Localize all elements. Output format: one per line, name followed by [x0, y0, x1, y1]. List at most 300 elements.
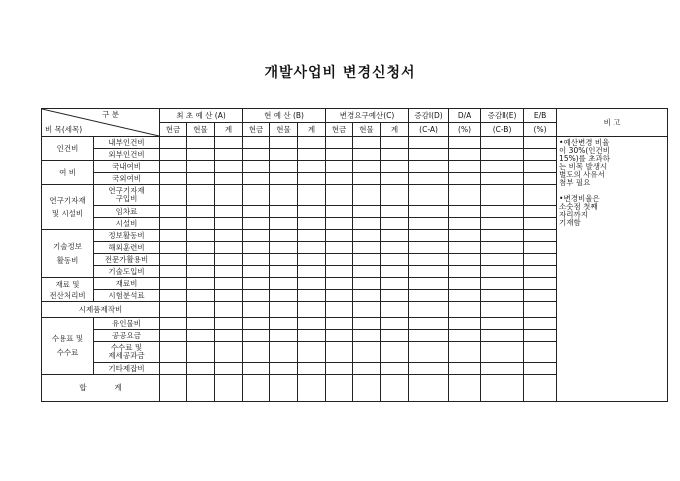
- input-cell[interactable]: [270, 330, 298, 342]
- input-cell[interactable]: [524, 342, 557, 363]
- input-cell[interactable]: [270, 230, 298, 242]
- input-cell[interactable]: [160, 302, 187, 318]
- input-cell[interactable]: [409, 318, 449, 330]
- input-cell[interactable]: [326, 137, 353, 149]
- input-cell[interactable]: [270, 185, 298, 206]
- input-cell[interactable]: [326, 173, 353, 185]
- input-cell[interactable]: [409, 206, 449, 218]
- input-cell[interactable]: [215, 254, 243, 266]
- input-cell[interactable]: [353, 137, 381, 149]
- input-cell[interactable]: [381, 278, 409, 290]
- input-cell[interactable]: [481, 230, 524, 242]
- input-cell[interactable]: [243, 266, 270, 278]
- input-cell[interactable]: [243, 173, 270, 185]
- input-cell[interactable]: [353, 266, 381, 278]
- input-cell[interactable]: [409, 375, 449, 402]
- input-cell[interactable]: [326, 302, 353, 318]
- input-cell[interactable]: [187, 185, 215, 206]
- input-cell[interactable]: [270, 266, 298, 278]
- input-cell[interactable]: [326, 161, 353, 173]
- input-cell[interactable]: [524, 173, 557, 185]
- category-equipment: 연구기자재 및 시설비: [42, 185, 94, 230]
- input-cell[interactable]: [524, 330, 557, 342]
- input-cell[interactable]: [449, 173, 481, 185]
- input-cell[interactable]: [481, 206, 524, 218]
- header-remarks: 비 고: [557, 109, 668, 137]
- input-cell[interactable]: [481, 290, 524, 302]
- input-cell[interactable]: [381, 363, 409, 375]
- input-cell[interactable]: [298, 266, 326, 278]
- item-expert-utilization: 전문가활용비: [94, 254, 160, 266]
- input-cell[interactable]: [270, 173, 298, 185]
- header-sum: 계: [381, 123, 409, 137]
- input-cell[interactable]: [449, 278, 481, 290]
- item-domestic-travel: 국내여비: [94, 161, 160, 173]
- input-cell[interactable]: [524, 218, 557, 230]
- input-cell[interactable]: [449, 149, 481, 161]
- item-commission: 수수료 및 제세공과금: [94, 342, 160, 363]
- header-change-request: 변경요구예산(C): [326, 109, 409, 123]
- input-cell[interactable]: [381, 242, 409, 254]
- header-diff2: 증감Ⅱ(E): [481, 109, 524, 123]
- input-cell[interactable]: [353, 254, 381, 266]
- item-overseas-training: 해외훈련비: [94, 242, 160, 254]
- input-cell[interactable]: [409, 218, 449, 230]
- input-cell[interactable]: [409, 278, 449, 290]
- item-overseas-travel: 국외여비: [94, 173, 160, 185]
- input-cell[interactable]: [481, 302, 524, 318]
- input-cell[interactable]: [409, 161, 449, 173]
- input-cell[interactable]: [270, 363, 298, 375]
- input-cell[interactable]: [160, 342, 187, 363]
- input-cell[interactable]: [481, 342, 524, 363]
- input-cell[interactable]: [449, 161, 481, 173]
- item-misc: 기타제잡비: [94, 363, 160, 375]
- input-cell[interactable]: [160, 173, 187, 185]
- input-cell[interactable]: [326, 206, 353, 218]
- header-cash: 현금: [243, 123, 270, 137]
- input-cell[interactable]: [270, 318, 298, 330]
- input-cell[interactable]: [449, 137, 481, 149]
- header-eb-unit: (%): [524, 123, 557, 137]
- input-cell[interactable]: [381, 149, 409, 161]
- input-cell[interactable]: [353, 218, 381, 230]
- header-eb: E/B: [524, 109, 557, 123]
- input-cell[interactable]: [409, 230, 449, 242]
- input-cell[interactable]: [381, 230, 409, 242]
- input-cell[interactable]: [298, 330, 326, 342]
- input-cell[interactable]: [481, 318, 524, 330]
- input-cell[interactable]: [215, 161, 243, 173]
- input-cell[interactable]: [381, 173, 409, 185]
- input-cell[interactable]: [243, 242, 270, 254]
- input-cell[interactable]: [160, 218, 187, 230]
- input-cell[interactable]: [187, 218, 215, 230]
- total-label-1: 합: [79, 383, 87, 392]
- input-cell[interactable]: [160, 230, 187, 242]
- input-cell[interactable]: [187, 137, 215, 149]
- input-cell[interactable]: [187, 318, 215, 330]
- input-cell[interactable]: [353, 342, 381, 363]
- input-cell[interactable]: [187, 230, 215, 242]
- header-diff1-formula: (C-A): [409, 123, 449, 137]
- item-info-activity: 정보활동비: [94, 230, 160, 242]
- item-facility: 시설비: [94, 218, 160, 230]
- input-cell[interactable]: [381, 137, 409, 149]
- input-cell[interactable]: [298, 242, 326, 254]
- input-cell[interactable]: [215, 342, 243, 363]
- input-cell[interactable]: [270, 218, 298, 230]
- input-cell[interactable]: [243, 149, 270, 161]
- total-label-2: 계: [114, 383, 122, 392]
- input-cell[interactable]: [270, 302, 298, 318]
- input-cell[interactable]: [243, 302, 270, 318]
- input-cell[interactable]: [481, 161, 524, 173]
- input-cell[interactable]: [481, 375, 524, 402]
- input-cell[interactable]: [243, 254, 270, 266]
- category-travel: 여 비: [42, 161, 94, 185]
- input-cell[interactable]: [449, 318, 481, 330]
- input-cell[interactable]: [326, 254, 353, 266]
- input-cell[interactable]: [524, 302, 557, 318]
- input-cell[interactable]: [524, 185, 557, 206]
- input-cell[interactable]: [524, 375, 557, 402]
- input-cell[interactable]: [524, 363, 557, 375]
- input-cell[interactable]: [353, 290, 381, 302]
- input-cell[interactable]: [298, 149, 326, 161]
- input-cell[interactable]: [481, 242, 524, 254]
- input-cell[interactable]: [298, 218, 326, 230]
- input-cell[interactable]: [215, 375, 243, 402]
- input-cell[interactable]: [381, 290, 409, 302]
- input-cell[interactable]: [270, 342, 298, 363]
- header-cash: 현금: [160, 123, 187, 137]
- category-tech-info: 기술정보 활동비: [42, 230, 94, 278]
- input-cell[interactable]: [243, 161, 270, 173]
- input-cell[interactable]: [353, 302, 381, 318]
- input-cell[interactable]: [381, 318, 409, 330]
- header-da-unit: (%): [449, 123, 481, 137]
- input-cell[interactable]: [243, 185, 270, 206]
- header-sum: 계: [215, 123, 243, 137]
- input-cell[interactable]: [298, 302, 326, 318]
- header-current-budget: 현 예 산 (B): [243, 109, 326, 123]
- input-cell[interactable]: [524, 206, 557, 218]
- input-cell[interactable]: [187, 206, 215, 218]
- header-sum: 계: [298, 123, 326, 137]
- input-cell[interactable]: [449, 185, 481, 206]
- input-cell[interactable]: [409, 254, 449, 266]
- input-cell[interactable]: [381, 161, 409, 173]
- input-cell[interactable]: [298, 318, 326, 330]
- category-prototype: 시제품제작비: [42, 302, 160, 318]
- input-cell[interactable]: [326, 290, 353, 302]
- input-cell[interactable]: [449, 302, 481, 318]
- input-cell[interactable]: [449, 363, 481, 375]
- input-cell[interactable]: [298, 363, 326, 375]
- input-cell[interactable]: [298, 161, 326, 173]
- input-cell[interactable]: [270, 278, 298, 290]
- input-cell[interactable]: [187, 161, 215, 173]
- input-cell[interactable]: [215, 290, 243, 302]
- input-cell[interactable]: [409, 330, 449, 342]
- input-cell[interactable]: [353, 363, 381, 375]
- input-cell[interactable]: [449, 206, 481, 218]
- input-cell[interactable]: [326, 230, 353, 242]
- input-cell[interactable]: [187, 254, 215, 266]
- header-initial-budget: 최 초 예 산 (A): [160, 109, 243, 123]
- input-cell[interactable]: [160, 266, 187, 278]
- input-cell[interactable]: [409, 185, 449, 206]
- item-internal-personnel: 내부인건비: [94, 137, 160, 149]
- input-cell[interactable]: [215, 173, 243, 185]
- input-cell[interactable]: [326, 318, 353, 330]
- input-cell[interactable]: [449, 342, 481, 363]
- input-cell[interactable]: [524, 149, 557, 161]
- input-cell[interactable]: [187, 330, 215, 342]
- input-cell[interactable]: [409, 302, 449, 318]
- input-cell[interactable]: [243, 206, 270, 218]
- input-cell[interactable]: [381, 254, 409, 266]
- item-material-cost: 재료비: [94, 278, 160, 290]
- input-cell[interactable]: [381, 330, 409, 342]
- input-cell[interactable]: [187, 342, 215, 363]
- input-cell[interactable]: [160, 254, 187, 266]
- input-cell[interactable]: [187, 173, 215, 185]
- input-cell[interactable]: [160, 330, 187, 342]
- input-cell[interactable]: [243, 230, 270, 242]
- header-inkind: 현물: [353, 123, 381, 137]
- input-cell[interactable]: [409, 173, 449, 185]
- category-personnel: 인건비: [42, 137, 94, 161]
- input-cell[interactable]: [298, 206, 326, 218]
- input-cell[interactable]: [270, 161, 298, 173]
- input-cell[interactable]: [243, 330, 270, 342]
- input-cell[interactable]: [449, 242, 481, 254]
- input-cell[interactable]: [187, 290, 215, 302]
- input-cell[interactable]: [243, 218, 270, 230]
- input-cell[interactable]: [187, 363, 215, 375]
- input-cell[interactable]: [409, 266, 449, 278]
- input-cell[interactable]: [215, 363, 243, 375]
- input-cell[interactable]: [449, 375, 481, 402]
- input-cell[interactable]: [160, 185, 187, 206]
- budget-change-form: [41, 108, 668, 402]
- input-cell[interactable]: [298, 173, 326, 185]
- input-cell[interactable]: [353, 230, 381, 242]
- input-cell[interactable]: [215, 278, 243, 290]
- input-cell[interactable]: [187, 375, 215, 402]
- input-cell[interactable]: [409, 290, 449, 302]
- input-cell[interactable]: [449, 290, 481, 302]
- input-cell[interactable]: [353, 161, 381, 173]
- input-cell[interactable]: [215, 230, 243, 242]
- input-cell[interactable]: [353, 149, 381, 161]
- input-cell[interactable]: [524, 278, 557, 290]
- input-cell[interactable]: [409, 149, 449, 161]
- input-cell[interactable]: [326, 278, 353, 290]
- input-cell[interactable]: [160, 375, 187, 402]
- input-cell[interactable]: [481, 185, 524, 206]
- input-cell[interactable]: [449, 254, 481, 266]
- document-title: 개발사업비 변경신청서: [264, 65, 416, 81]
- header-cash: 현금: [326, 123, 353, 137]
- input-cell[interactable]: [215, 302, 243, 318]
- input-cell[interactable]: [524, 137, 557, 149]
- input-cell[interactable]: [215, 318, 243, 330]
- input-cell[interactable]: [524, 254, 557, 266]
- item-test-analysis: 시험분석료: [94, 290, 160, 302]
- input-cell[interactable]: [381, 266, 409, 278]
- header-inkind: 현물: [270, 123, 298, 137]
- input-cell[interactable]: [187, 278, 215, 290]
- item-external-personnel: 외부인건비: [94, 149, 160, 161]
- input-cell[interactable]: [481, 218, 524, 230]
- input-cell[interactable]: [524, 266, 557, 278]
- input-cell[interactable]: [481, 173, 524, 185]
- input-cell[interactable]: [449, 230, 481, 242]
- input-cell[interactable]: [298, 342, 326, 363]
- category-materials: 재료 및 전산처리비: [42, 278, 94, 302]
- header-da: D/A: [449, 109, 481, 123]
- input-cell[interactable]: [270, 290, 298, 302]
- input-cell[interactable]: [270, 242, 298, 254]
- header-diff1: 증감Ⅰ(D): [409, 109, 449, 123]
- input-cell[interactable]: [270, 206, 298, 218]
- input-cell[interactable]: [298, 375, 326, 402]
- input-cell[interactable]: [524, 242, 557, 254]
- input-cell[interactable]: [160, 363, 187, 375]
- input-cell[interactable]: [409, 137, 449, 149]
- input-cell[interactable]: [409, 363, 449, 375]
- input-cell[interactable]: [270, 137, 298, 149]
- input-cell[interactable]: [160, 206, 187, 218]
- input-cell[interactable]: [326, 342, 353, 363]
- input-cell[interactable]: [243, 342, 270, 363]
- input-cell[interactable]: [353, 185, 381, 206]
- input-cell[interactable]: [298, 254, 326, 266]
- input-cell[interactable]: [215, 266, 243, 278]
- input-cell[interactable]: [524, 230, 557, 242]
- input-cell[interactable]: [381, 206, 409, 218]
- input-cell[interactable]: [381, 375, 409, 402]
- input-cell[interactable]: [481, 149, 524, 161]
- input-cell[interactable]: [326, 242, 353, 254]
- input-cell[interactable]: [326, 330, 353, 342]
- input-cell[interactable]: [326, 149, 353, 161]
- input-cell[interactable]: [381, 218, 409, 230]
- input-cell[interactable]: [215, 330, 243, 342]
- input-cell[interactable]: [353, 375, 381, 402]
- input-cell[interactable]: [381, 185, 409, 206]
- input-cell[interactable]: [353, 173, 381, 185]
- input-cell[interactable]: [481, 330, 524, 342]
- input-cell[interactable]: [481, 266, 524, 278]
- input-cell[interactable]: [326, 266, 353, 278]
- input-cell[interactable]: [243, 363, 270, 375]
- input-cell[interactable]: [187, 302, 215, 318]
- item-printing: 유인물비: [94, 318, 160, 330]
- input-cell[interactable]: [409, 242, 449, 254]
- input-cell[interactable]: [270, 375, 298, 402]
- input-cell[interactable]: [353, 330, 381, 342]
- item-rental: 임차료: [94, 206, 160, 218]
- input-cell[interactable]: [187, 149, 215, 161]
- item-utilities: 공공요금: [94, 330, 160, 342]
- input-cell[interactable]: [298, 278, 326, 290]
- input-cell[interactable]: [326, 185, 353, 206]
- input-cell[interactable]: [215, 149, 243, 161]
- input-cell[interactable]: [243, 318, 270, 330]
- remarks-note: •예산변경 비율 이 30%(인건비 15%)를 초과하 는 비목 발생시 별도의 사유서 첨부 필요 •변경비율은 소숫점 첫째 자리까지 기재함: [557, 137, 668, 402]
- input-cell[interactable]: [215, 242, 243, 254]
- header-diagonal-cell: [42, 109, 160, 137]
- header-inkind: 현물: [187, 123, 215, 137]
- header-diff2-formula: (C-B): [481, 123, 524, 137]
- input-cell[interactable]: [326, 375, 353, 402]
- input-cell[interactable]: [449, 266, 481, 278]
- input-cell[interactable]: [270, 149, 298, 161]
- category-fees: 수용표 및 수수료: [42, 318, 94, 375]
- input-cell[interactable]: [298, 137, 326, 149]
- input-cell[interactable]: [298, 185, 326, 206]
- input-cell[interactable]: [481, 363, 524, 375]
- input-cell[interactable]: [481, 137, 524, 149]
- input-cell[interactable]: [381, 342, 409, 363]
- header-gubun: 구 분: [102, 110, 119, 119]
- input-cell[interactable]: [187, 242, 215, 254]
- input-cell[interactable]: [381, 302, 409, 318]
- input-cell[interactable]: [243, 278, 270, 290]
- input-cell[interactable]: [243, 290, 270, 302]
- input-cell[interactable]: [243, 375, 270, 402]
- input-cell[interactable]: [524, 318, 557, 330]
- input-cell[interactable]: [270, 254, 298, 266]
- input-cell[interactable]: [215, 206, 243, 218]
- input-cell[interactable]: [160, 318, 187, 330]
- input-cell[interactable]: [524, 161, 557, 173]
- input-cell[interactable]: [160, 149, 187, 161]
- input-cell[interactable]: [187, 266, 215, 278]
- input-cell[interactable]: [353, 278, 381, 290]
- total-row-label: [42, 375, 160, 402]
- input-cell[interactable]: [298, 290, 326, 302]
- input-cell[interactable]: [215, 185, 243, 206]
- input-cell[interactable]: [353, 242, 381, 254]
- input-cell[interactable]: [524, 290, 557, 302]
- input-cell[interactable]: [353, 318, 381, 330]
- input-cell[interactable]: [160, 278, 187, 290]
- input-cell[interactable]: [449, 218, 481, 230]
- input-cell[interactable]: [326, 218, 353, 230]
- input-cell[interactable]: [481, 254, 524, 266]
- input-cell[interactable]: [243, 137, 270, 149]
- input-cell[interactable]: [160, 161, 187, 173]
- input-cell[interactable]: [160, 242, 187, 254]
- input-cell[interactable]: [215, 137, 243, 149]
- item-tech-introduction: 기술도입비: [94, 266, 160, 278]
- input-cell[interactable]: [160, 290, 187, 302]
- input-cell[interactable]: [298, 230, 326, 242]
- input-cell[interactable]: [160, 137, 187, 149]
- item-research-equipment: 연구기자재 구입비: [94, 185, 160, 206]
- input-cell[interactable]: [326, 363, 353, 375]
- input-cell[interactable]: [215, 218, 243, 230]
- input-cell[interactable]: [449, 330, 481, 342]
- input-cell[interactable]: [481, 278, 524, 290]
- input-cell[interactable]: [353, 206, 381, 218]
- input-cell[interactable]: [409, 342, 449, 363]
